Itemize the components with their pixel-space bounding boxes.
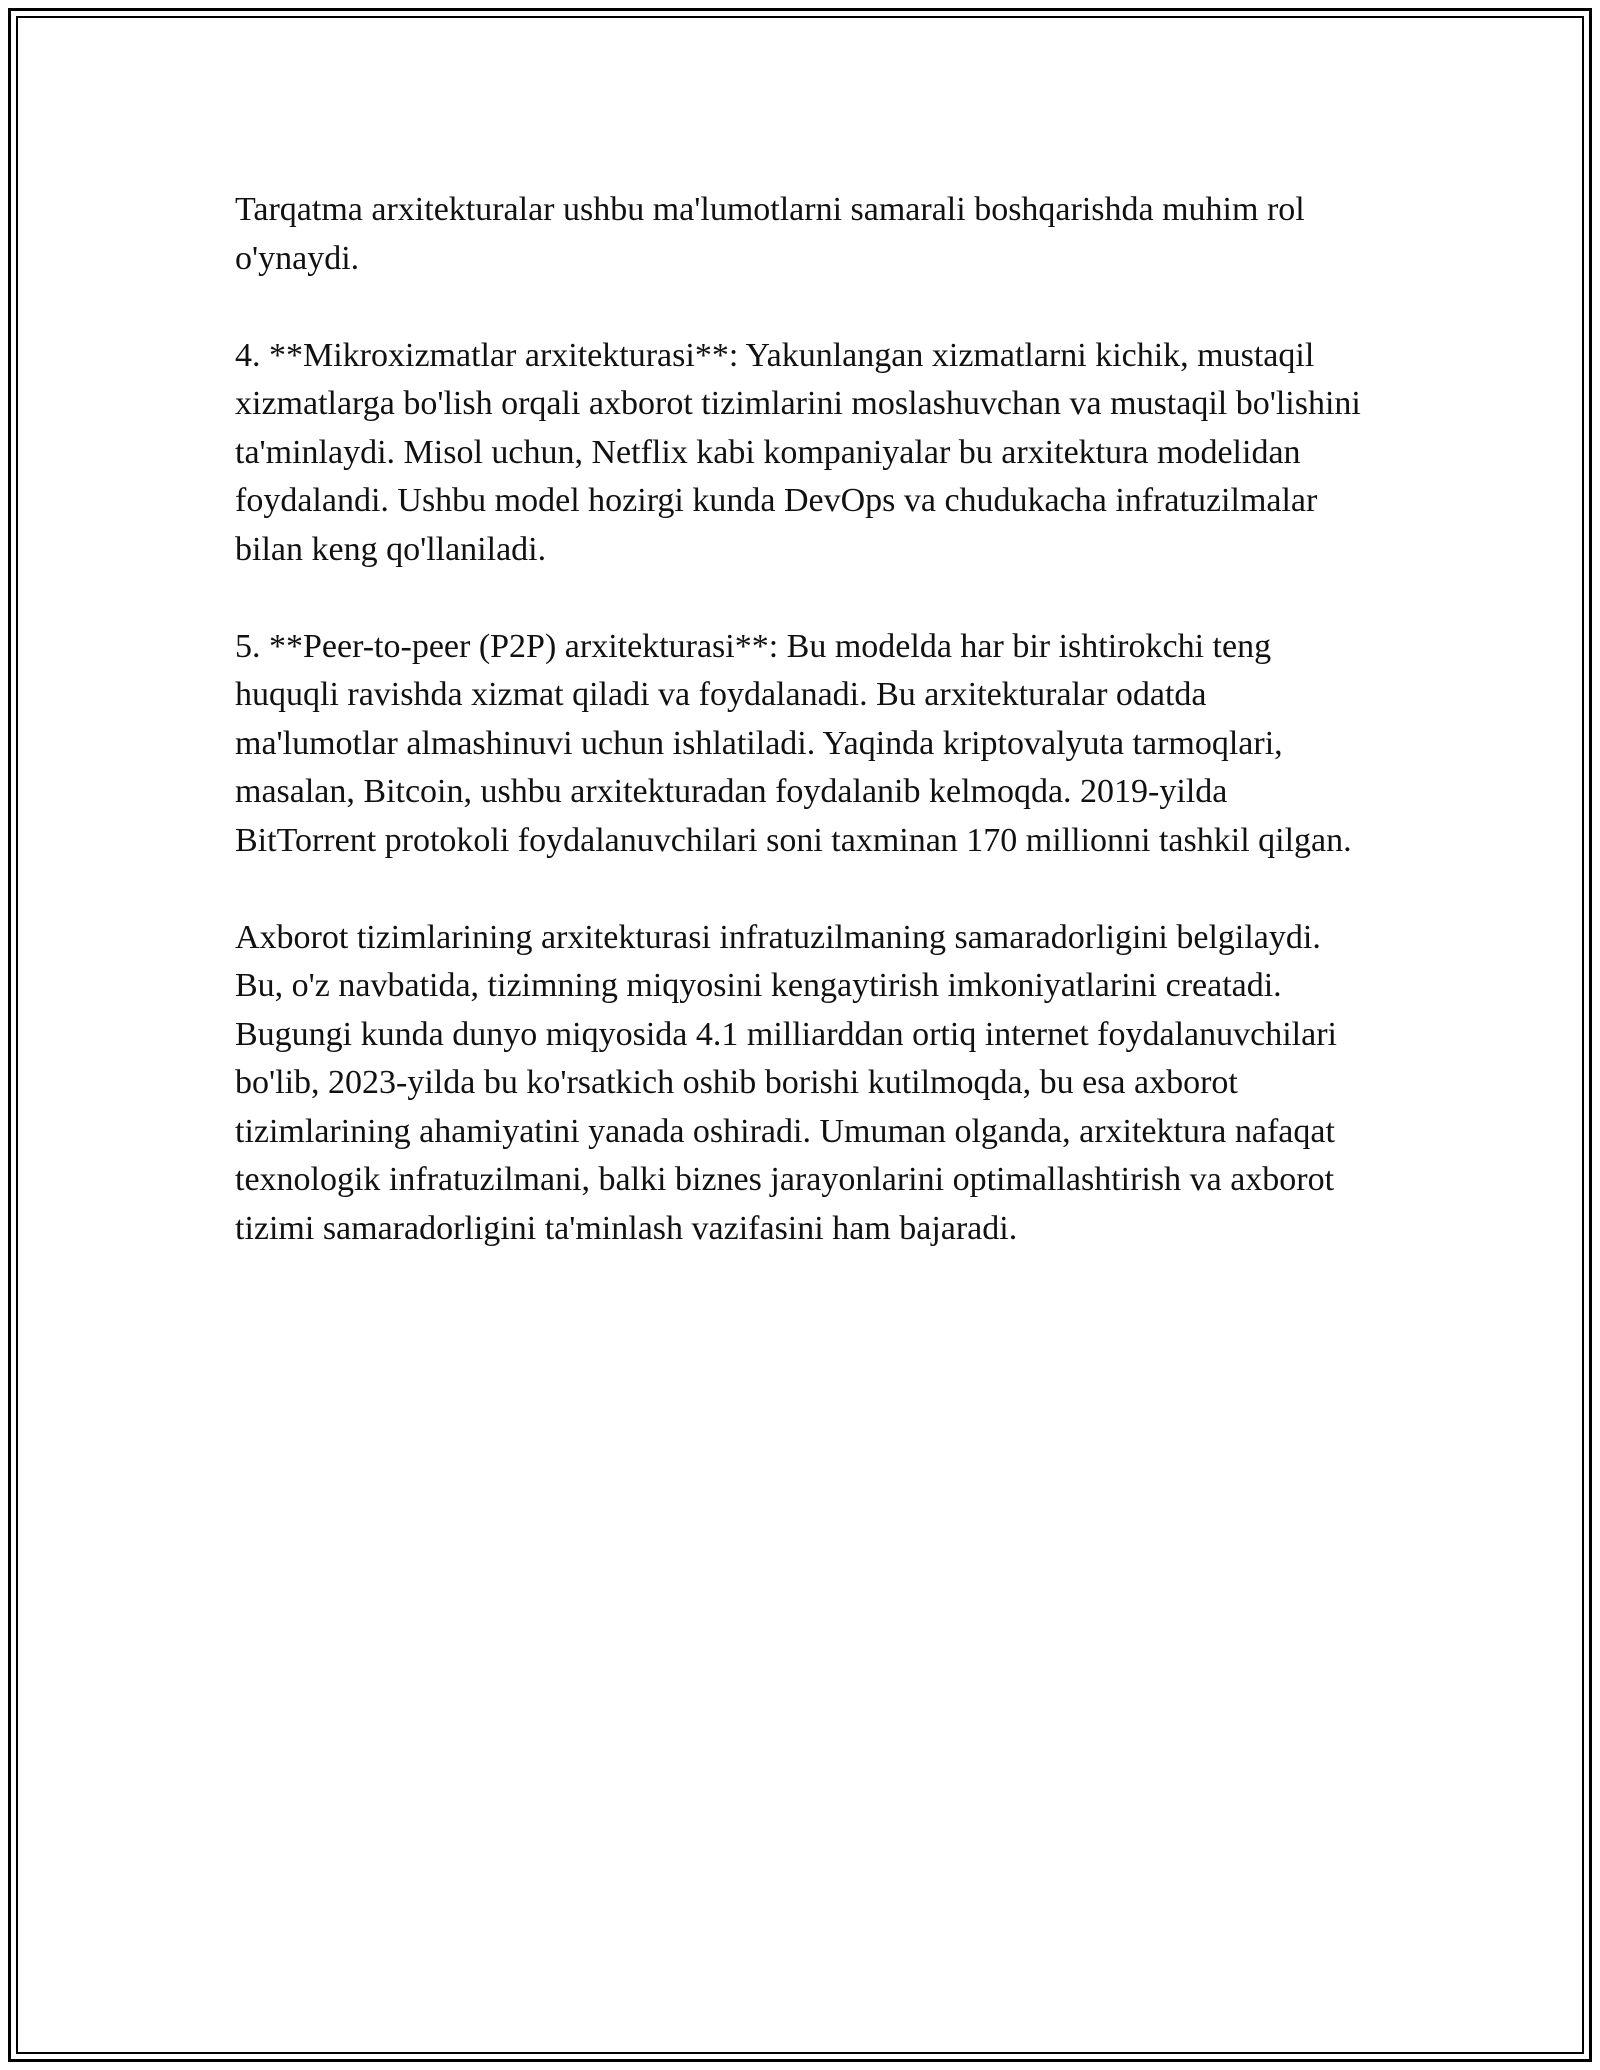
paragraph-microservices: 4. **Mikroxizmatlar arxitekturasi**: Yakunlangan xizmatlarni kichik, mustaqil xizmatlarga bo'lish orqali axborot tizimlarini moslashuvchan va mustaqil bo'lishini ta'minlaydi. Misol uchun, Netflix kabi kompaniyalar bu arxitektura modelidan foydalandi. Ushbu model hozirgi kunda DevOps va chudukacha infratuzilmalar bilan keng qo'llaniladi.	[235, 336, 1361, 568]
paragraph-conclusion: Axborot tizimlarining arxitekturasi infratuzilmaning samaradorligini belgilaydi. Bu, o'z navbatida, tizimning miqyosini kengaytirish imkoniyatlarini creatadi. Bugungi kunda dunyo miqyosida 4.1 milliarddan ortiq internet foydalanuvchilari bo'lib, 2023-yilda bu ko'rsatkich oshib borishi kutilmoqda, bu esa axborot tizimlarining ahamiyatini yanada oshiradi. Umuman olganda, arxitektura nafaqat texnologik infratuzilmani, balki biznes jarayonlarini optimallashtirish va axborot tizimi samaradorligini ta'minlash vazifasini ham bajaradi.	[235, 918, 1337, 1247]
paragraph-intro: Tarqatma arxitekturalar ushbu ma'lumotlarni samarali boshqarishda muhim rol o'ynaydi.	[235, 191, 1305, 277]
document-body	[235, 186, 1370, 1302]
paragraph-p2p: 5. **Peer-to-peer (P2P) arxitekturasi**: Bu modelda har bir ishtirokchi teng huquqli ravishda xizmat qiladi va foydalanadi. Bu arxitekturalar odatda ma'lumotlar almashinuvi uchun ishlatiladi. Yaqinda kriptovalyuta tarmoqlari, masalan, Bitcoin, ushbu arxitekturadan foydalanib kelmoqda. 2019-yilda BitTorrent protokoli foydalanuvchilari soni taxminan 170 millionni tashkil qilgan.	[235, 627, 1352, 859]
